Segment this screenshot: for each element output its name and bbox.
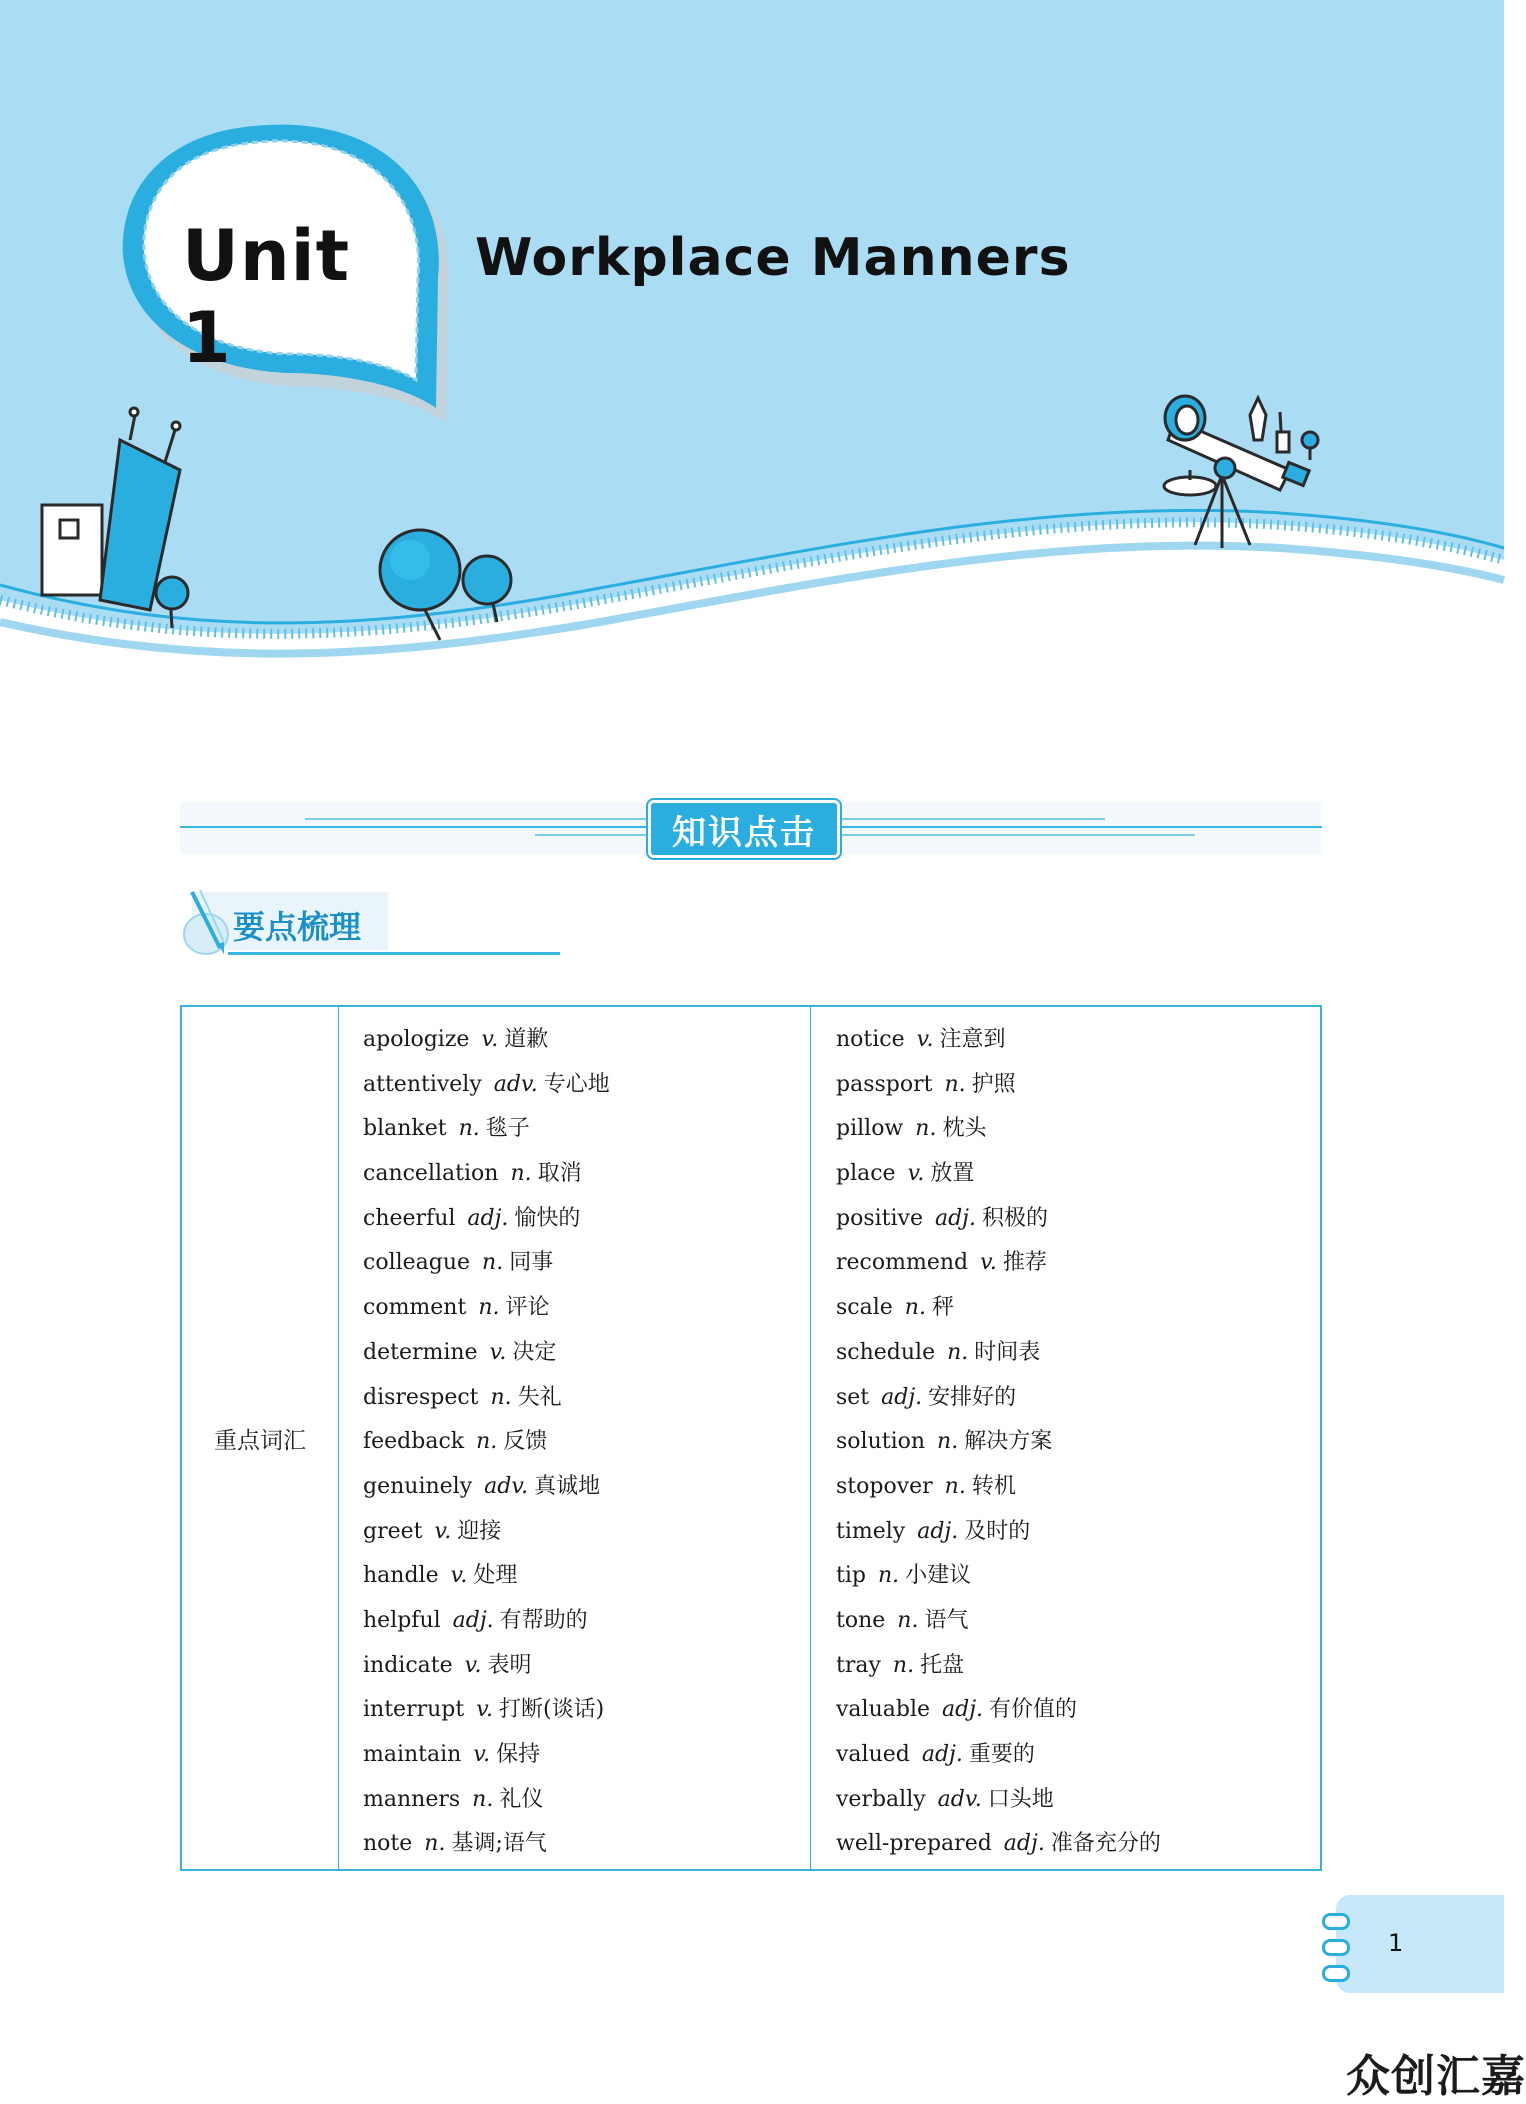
pen-icon <box>178 886 238 962</box>
vocabulary-meaning: 放置 <box>930 1161 975 1187</box>
vocabulary-meaning: 愉快的 <box>514 1205 581 1231</box>
vocabulary-meaning: 语气 <box>924 1607 969 1633</box>
vocabulary-meaning: 转机 <box>971 1473 1016 1499</box>
vocabulary-entry <box>363 1107 610 1152</box>
page-tab <box>1316 1895 1504 1993</box>
vocabulary-meaning: 道歉 <box>504 1027 549 1052</box>
part-of-speech: n. <box>472 1786 494 1812</box>
vocabulary-word: disrespect <box>363 1384 479 1410</box>
part-of-speech: v. <box>450 1563 468 1589</box>
vocabulary-entry <box>363 1376 610 1421</box>
vocabulary-entry <box>836 1376 1161 1421</box>
part-of-speech: n. <box>947 1339 969 1365</box>
part-of-speech: n. <box>944 1071 966 1097</box>
vocabulary-word: valuable <box>836 1697 931 1723</box>
part-of-speech: v. <box>434 1518 452 1544</box>
vocabulary-meaning: 保持 <box>496 1742 541 1767</box>
part-of-speech: n. <box>510 1161 532 1187</box>
vocabulary-word: positive <box>836 1205 923 1231</box>
part-of-speech: n. <box>892 1652 915 1678</box>
vocabulary-category: 重点词汇 <box>214 1427 306 1454</box>
vocabulary-entry <box>363 1241 610 1286</box>
vocabulary-word: comment <box>363 1295 467 1321</box>
vocabulary-meaning: 推荐 <box>1002 1250 1047 1276</box>
vocabulary-entry <box>836 1688 1161 1733</box>
vocabulary-word: tone <box>836 1607 886 1633</box>
vocabulary-word: set <box>836 1384 870 1410</box>
vocabulary-entry <box>836 1241 1161 1286</box>
vocabulary-meaning: 准备充分的 <box>1050 1831 1161 1857</box>
part-of-speech: adj. <box>1003 1831 1045 1857</box>
vocabulary-entry <box>836 1465 1161 1510</box>
unit-title: Workplace Manners <box>475 228 1071 288</box>
vocabulary-entry <box>363 1554 610 1599</box>
vocabulary-entry <box>836 1331 1161 1376</box>
part-of-speech: n. <box>490 1384 512 1410</box>
vocabulary-entry <box>836 1599 1161 1644</box>
part-of-speech: v. <box>481 1027 499 1052</box>
section-heading: 知识点击 <box>648 800 840 858</box>
subsection-header <box>178 886 388 962</box>
part-of-speech: n. <box>458 1116 480 1142</box>
subsection-title: 要点梳理 <box>233 908 362 946</box>
vocabulary-meaning: 护照 <box>971 1071 1016 1097</box>
part-of-speech: v. <box>476 1697 494 1723</box>
part-of-speech: adj. <box>921 1742 963 1767</box>
vocabulary-meaning: 有价值的 <box>989 1697 1078 1723</box>
vocabulary-word: scale <box>836 1295 893 1321</box>
unit-banner <box>0 0 1504 670</box>
vocabulary-entry <box>363 1197 610 1242</box>
section-header <box>180 800 1322 856</box>
vocabulary-entry <box>363 1018 610 1063</box>
vocabulary-left-column <box>363 1018 610 1867</box>
vocabulary-entry <box>363 1822 610 1867</box>
vocabulary-word: handle <box>363 1563 439 1589</box>
vocabulary-word: tip <box>836 1563 866 1589</box>
vocabulary-meaning: 托盘 <box>920 1652 965 1678</box>
part-of-speech: n. <box>897 1607 919 1633</box>
vocabulary-meaning: 时间表 <box>974 1339 1041 1365</box>
vocabulary-entry <box>363 1733 610 1778</box>
vocabulary-meaning: 及时的 <box>964 1518 1031 1544</box>
unit-label: Unit 1 <box>182 215 351 379</box>
vocabulary-entry <box>363 1152 610 1197</box>
vocabulary-word: place <box>836 1161 896 1187</box>
vocabulary-word: note <box>363 1831 413 1857</box>
part-of-speech: v. <box>473 1742 491 1767</box>
vocabulary-word: valued <box>836 1742 910 1767</box>
vocabulary-entry <box>836 1822 1161 1867</box>
vocabulary-meaning: 打断(谈话) <box>499 1697 605 1723</box>
vocabulary-meaning: 小建议 <box>905 1563 972 1589</box>
vocabulary-entry <box>363 1644 610 1689</box>
vocabulary-meaning: 重要的 <box>968 1742 1035 1767</box>
vocabulary-entry <box>836 1107 1161 1152</box>
part-of-speech: n. <box>944 1473 966 1499</box>
vocabulary-meaning: 同事 <box>509 1250 554 1276</box>
vocabulary-meaning: 注意到 <box>939 1027 1006 1052</box>
vocabulary-entry <box>836 1420 1161 1465</box>
vocabulary-entry <box>363 1599 610 1644</box>
vocabulary-meaning: 毯子 <box>485 1116 530 1142</box>
vocabulary-entry <box>836 1063 1161 1108</box>
vocabulary-entry <box>836 1733 1161 1778</box>
part-of-speech: v. <box>489 1339 507 1365</box>
part-of-speech: adj. <box>881 1384 923 1410</box>
vocabulary-word: stopover <box>836 1473 933 1499</box>
vocabulary-word: greet <box>363 1518 423 1544</box>
vocabulary-meaning: 解决方案 <box>964 1429 1053 1455</box>
vocabulary-meaning: 口头地 <box>987 1786 1054 1812</box>
vocabulary-word: timely <box>836 1518 906 1544</box>
vocabulary-word: attentively <box>363 1071 482 1097</box>
vocabulary-entry <box>363 1331 610 1376</box>
vocabulary-meaning: 真诚地 <box>534 1473 601 1499</box>
part-of-speech: adv. <box>937 1786 982 1812</box>
vocabulary-word: colleague <box>363 1250 471 1276</box>
vocabulary-word: schedule <box>836 1339 936 1365</box>
vocabulary-meaning: 失礼 <box>517 1384 562 1410</box>
vocabulary-entry <box>836 1018 1161 1063</box>
vocabulary-word: pillow <box>836 1116 904 1142</box>
vocabulary-meaning: 有帮助的 <box>499 1607 588 1633</box>
vocabulary-entry <box>363 1510 610 1555</box>
vocabulary-word: verbally <box>836 1786 926 1812</box>
vocabulary-word: cheerful <box>363 1205 456 1231</box>
vocabulary-word: blanket <box>363 1116 447 1142</box>
page-number: 1 <box>1388 1929 1404 1957</box>
vocabulary-entry <box>836 1510 1161 1555</box>
vocabulary-meaning: 秤 <box>931 1295 954 1321</box>
vocabulary-word: solution <box>836 1429 926 1455</box>
vocabulary-meaning: 反馈 <box>503 1429 548 1455</box>
watermark: 众创汇嘉 <box>1346 2051 1526 2102</box>
vocabulary-meaning: 评论 <box>505 1295 550 1321</box>
vocabulary-meaning: 取消 <box>537 1161 582 1187</box>
part-of-speech: v. <box>980 1250 997 1276</box>
part-of-speech: adj. <box>942 1697 984 1723</box>
part-of-speech: n. <box>424 1831 446 1857</box>
vocabulary-entry <box>363 1063 610 1108</box>
part-of-speech: n. <box>478 1295 500 1321</box>
vocabulary-word: recommend <box>836 1250 969 1276</box>
vocabulary-entry <box>363 1420 610 1465</box>
vocabulary-meaning: 枕头 <box>942 1116 987 1142</box>
part-of-speech: v. <box>916 1027 934 1052</box>
vocabulary-meaning: 决定 <box>512 1339 557 1365</box>
part-of-speech: n. <box>482 1250 504 1276</box>
vocabulary-entry <box>836 1197 1161 1242</box>
vocabulary-entry <box>363 1688 610 1733</box>
vocabulary-meaning: 迎接 <box>457 1518 502 1544</box>
vocabulary-word: interrupt <box>363 1697 465 1723</box>
vocabulary-word: tray <box>836 1652 881 1678</box>
vocabulary-entry <box>836 1644 1161 1689</box>
vocabulary-meaning: 处理 <box>473 1563 518 1589</box>
vocabulary-word: indicate <box>363 1652 453 1678</box>
vocabulary-meaning: 安排好的 <box>928 1384 1017 1410</box>
part-of-speech: n. <box>904 1295 926 1321</box>
vocabulary-word: helpful <box>363 1607 441 1633</box>
vocabulary-meaning: 表明 <box>487 1652 532 1678</box>
part-of-speech: v. <box>464 1652 482 1678</box>
part-of-speech: adj. <box>917 1518 959 1544</box>
vocabulary-entry <box>363 1286 610 1331</box>
vocabulary-meaning: 专心地 <box>543 1071 610 1097</box>
part-of-speech: n. <box>915 1116 937 1142</box>
vocabulary-word: cancellation <box>363 1161 499 1187</box>
part-of-speech: adj. <box>452 1607 494 1633</box>
vocabulary-entry <box>836 1778 1161 1823</box>
vocabulary-entry <box>363 1465 610 1510</box>
vocabulary-word: passport <box>836 1071 933 1097</box>
vocabulary-word: feedback <box>363 1429 465 1455</box>
vocabulary-word: maintain <box>363 1742 462 1767</box>
part-of-speech: n. <box>937 1429 959 1455</box>
part-of-speech: v. <box>907 1161 925 1187</box>
vocabulary-word: apologize <box>363 1027 470 1052</box>
vocabulary-word: determine <box>363 1339 478 1365</box>
part-of-speech: adj. <box>934 1205 976 1231</box>
vocabulary-table <box>180 1005 1322 1871</box>
vocabulary-meaning: 基调;语气 <box>451 1831 547 1857</box>
vocabulary-right-column <box>836 1018 1161 1867</box>
vocabulary-word: notice <box>836 1027 905 1052</box>
vocabulary-entry <box>836 1554 1161 1599</box>
vocabulary-entry <box>363 1778 610 1823</box>
vocabulary-word: genuinely <box>363 1473 473 1499</box>
part-of-speech: adv. <box>484 1473 529 1499</box>
vocabulary-word: well-prepared <box>836 1831 992 1857</box>
vocabulary-meaning: 积极的 <box>982 1205 1049 1231</box>
part-of-speech: n. <box>476 1429 498 1455</box>
part-of-speech: adj. <box>467 1205 509 1231</box>
vocabulary-entry <box>836 1286 1161 1331</box>
vocabulary-meaning: 礼仪 <box>499 1786 544 1812</box>
vocabulary-entry <box>836 1152 1161 1197</box>
part-of-speech: adv. <box>493 1071 538 1097</box>
part-of-speech: n. <box>877 1563 900 1589</box>
vocabulary-word: manners <box>363 1786 461 1812</box>
